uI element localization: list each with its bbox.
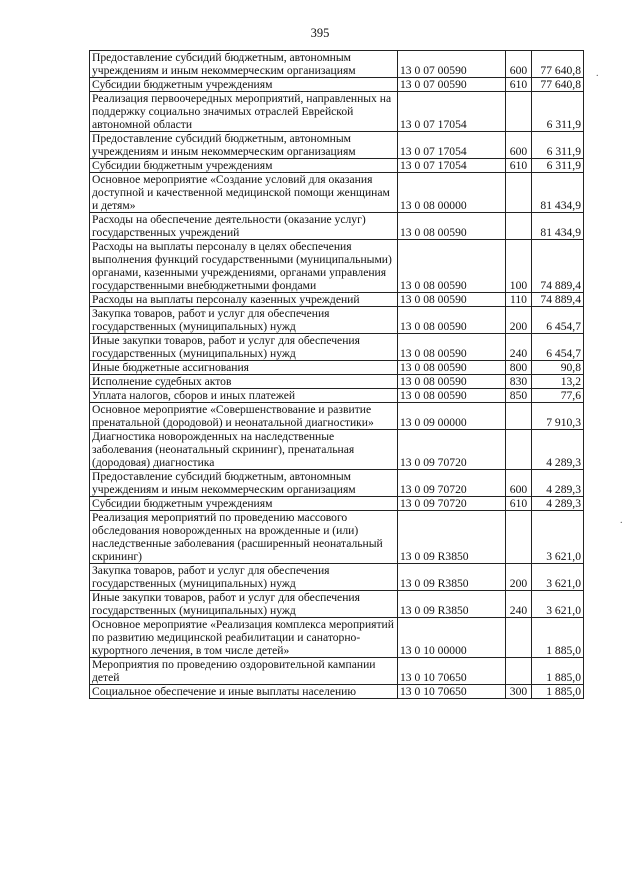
table-row [90,51,584,78]
row-code-cell: 13 0 09 R3850 [398,511,506,564]
row-code-cell: 13 0 08 00590 [398,240,506,293]
row-code-cell: 13 0 09 70720 [398,470,506,497]
row-name-cell: Основное мероприятие «Реализация комплекса мероприятий по развитию медицинской реабилитации и санаторно-курортного лечения, в том числе детей» [90,618,398,658]
row-amount-cell: 1 885,0 [532,685,584,699]
row-expense-type-cell [506,92,532,132]
row-expense-type-cell: 850 [506,389,532,403]
row-amount-cell: 3 621,0 [532,511,584,564]
row-expense-type-cell: 610 [506,497,532,511]
table-row [90,497,584,511]
row-code-cell: 13 0 08 00590 [398,307,506,334]
row-name-cell: Иные бюджетные ассигнования [90,361,398,375]
row-name-cell: Расходы на обеспечение деятельности (оказание услуг) государственных учреждений [90,213,398,240]
row-name-cell: Закупка товаров, работ и услуг для обеспечения государственных (муниципальных) нужд [90,307,398,334]
table-row [90,591,584,618]
table-row [90,159,584,173]
row-amount-cell: 4 289,3 [532,497,584,511]
row-amount-cell: 6 454,7 [532,334,584,361]
row-amount-cell: 4 289,3 [532,430,584,470]
table-row [90,307,584,334]
table-row [90,564,584,591]
table-row [90,511,584,564]
row-code-cell: 13 0 09 R3850 [398,591,506,618]
row-amount-cell: 6 454,7 [532,307,584,334]
row-name-cell: Основное мероприятие «Совершенствование и развитие пренатальной (дородовой) и неонатальной диагностики» [90,403,398,430]
scan-speck: . [596,68,599,79]
row-amount-cell: 13,2 [532,375,584,389]
row-amount-cell: 90,8 [532,361,584,375]
row-amount-cell: 74 889,4 [532,240,584,293]
row-amount-cell: 1 885,0 [532,618,584,658]
row-amount-cell: 7 910,3 [532,403,584,430]
row-expense-type-cell [506,618,532,658]
table-row [90,403,584,430]
table-row [90,92,584,132]
row-amount-cell: 6 311,9 [532,159,584,173]
row-name-cell: Иные закупки товаров, работ и услуг для обеспечения государственных (муниципальных) нужд [90,591,398,618]
row-expense-type-cell [506,658,532,685]
row-name-cell: Закупка товаров, работ и услуг для обеспечения государственных (муниципальных) нужд [90,564,398,591]
row-name-cell: Предоставление субсидий бюджетным, автономным учреждениям и иным некоммерческим организациям [90,51,398,78]
row-name-cell: Реализация первоочередных мероприятий, направленных на поддержку социально значимых отраслей Еврейской автономной области [90,92,398,132]
row-expense-type-cell: 240 [506,591,532,618]
row-amount-cell: 77,6 [532,389,584,403]
table-row [90,240,584,293]
row-code-cell: 13 0 08 00590 [398,361,506,375]
row-name-cell: Расходы на выплаты персоналу в целях обеспечения выполнения функций государственными (муниципальными) органами, казенными учреждениями, органами управления государственными внебюджетными фондами [90,240,398,293]
table-row [90,685,584,699]
row-name-cell: Субсидии бюджетным учреждениям [90,497,398,511]
row-expense-type-cell [506,403,532,430]
row-code-cell: 13 0 08 00590 [398,334,506,361]
row-expense-type-cell: 200 [506,564,532,591]
row-name-cell: Субсидии бюджетным учреждениям [90,78,398,92]
row-code-cell: 13 0 08 00590 [398,389,506,403]
row-code-cell: 13 0 07 17054 [398,92,506,132]
row-code-cell: 13 0 09 R3850 [398,564,506,591]
row-code-cell: 13 0 08 00000 [398,173,506,213]
row-expense-type-cell: 600 [506,132,532,159]
scan-speck: . [620,515,623,526]
row-expense-type-cell [506,430,532,470]
table-row [90,430,584,470]
row-code-cell: 13 0 09 70720 [398,497,506,511]
table-row [90,78,584,92]
row-name-cell: Социальное обеспечение и иные выплаты населению [90,685,398,699]
row-code-cell: 13 0 07 17054 [398,159,506,173]
table-row [90,658,584,685]
row-amount-cell: 77 640,8 [532,78,584,92]
row-code-cell: 13 0 07 00590 [398,51,506,78]
row-amount-cell: 6 311,9 [532,132,584,159]
row-code-cell: 13 0 09 00000 [398,403,506,430]
row-amount-cell: 3 621,0 [532,591,584,618]
row-code-cell: 13 0 07 00590 [398,78,506,92]
row-expense-type-cell: 830 [506,375,532,389]
row-amount-cell: 4 289,3 [532,470,584,497]
row-expense-type-cell: 100 [506,240,532,293]
table-row [90,361,584,375]
row-expense-type-cell: 600 [506,470,532,497]
row-expense-type-cell [506,511,532,564]
row-amount-cell: 77 640,8 [532,51,584,78]
row-code-cell: 13 0 10 70650 [398,658,506,685]
row-code-cell: 13 0 10 70650 [398,685,506,699]
row-name-cell: Предоставление субсидий бюджетным, автономным учреждениям и иным некоммерческим организациям [90,470,398,497]
row-code-cell: 13 0 08 00590 [398,375,506,389]
row-amount-cell: 81 434,9 [532,173,584,213]
table-row [90,470,584,497]
row-name-cell: Исполнение судебных актов [90,375,398,389]
row-code-cell: 13 0 08 00590 [398,213,506,240]
row-expense-type-cell: 610 [506,78,532,92]
row-code-cell: 13 0 10 00000 [398,618,506,658]
row-expense-type-cell: 300 [506,685,532,699]
table-row [90,293,584,307]
row-expense-type-cell: 600 [506,51,532,78]
row-code-cell: 13 0 09 70720 [398,430,506,470]
row-name-cell: Иные закупки товаров, работ и услуг для обеспечения государственных (муниципальных) нужд [90,334,398,361]
table-row [90,375,584,389]
row-code-cell: 13 0 08 00590 [398,293,506,307]
row-name-cell: Расходы на выплаты персоналу казенных учреждений [90,293,398,307]
budget-table [89,50,584,699]
row-amount-cell: 6 311,9 [532,92,584,132]
row-amount-cell: 74 889,4 [532,293,584,307]
row-name-cell: Основное мероприятие «Создание условий для оказания доступной и качественной медицинской помощи женщинам и детям» [90,173,398,213]
table-row [90,389,584,403]
row-expense-type-cell: 610 [506,159,532,173]
page-number: 395 [310,26,330,40]
budget-table-body [90,51,584,699]
row-name-cell: Субсидии бюджетным учреждениям [90,159,398,173]
row-code-cell: 13 0 07 17054 [398,132,506,159]
row-name-cell: Диагностика новорожденных на наследственные заболевания (неонатальный скрининг), пренатальная (дородовая) диагностика [90,430,398,470]
row-expense-type-cell: 240 [506,334,532,361]
row-amount-cell: 3 621,0 [532,564,584,591]
row-expense-type-cell: 110 [506,293,532,307]
row-name-cell: Уплата налогов, сборов и иных платежей [90,389,398,403]
row-expense-type-cell: 800 [506,361,532,375]
row-amount-cell: 81 434,9 [532,213,584,240]
table-row [90,334,584,361]
row-expense-type-cell [506,173,532,213]
table-row [90,213,584,240]
row-expense-type-cell [506,213,532,240]
row-name-cell: Реализация мероприятий по проведению массового обследования новорожденных на врожденные и (или) наследственные заболевания (расширенный неонатальный скрининг) [90,511,398,564]
table-row [90,618,584,658]
row-expense-type-cell: 200 [506,307,532,334]
table-row [90,132,584,159]
table-row [90,173,584,213]
row-amount-cell: 1 885,0 [532,658,584,685]
row-name-cell: Предоставление субсидий бюджетным, автономным учреждениям и иным некоммерческим организациям [90,132,398,159]
row-name-cell: Мероприятия по проведению оздоровительной кампании детей [90,658,398,685]
